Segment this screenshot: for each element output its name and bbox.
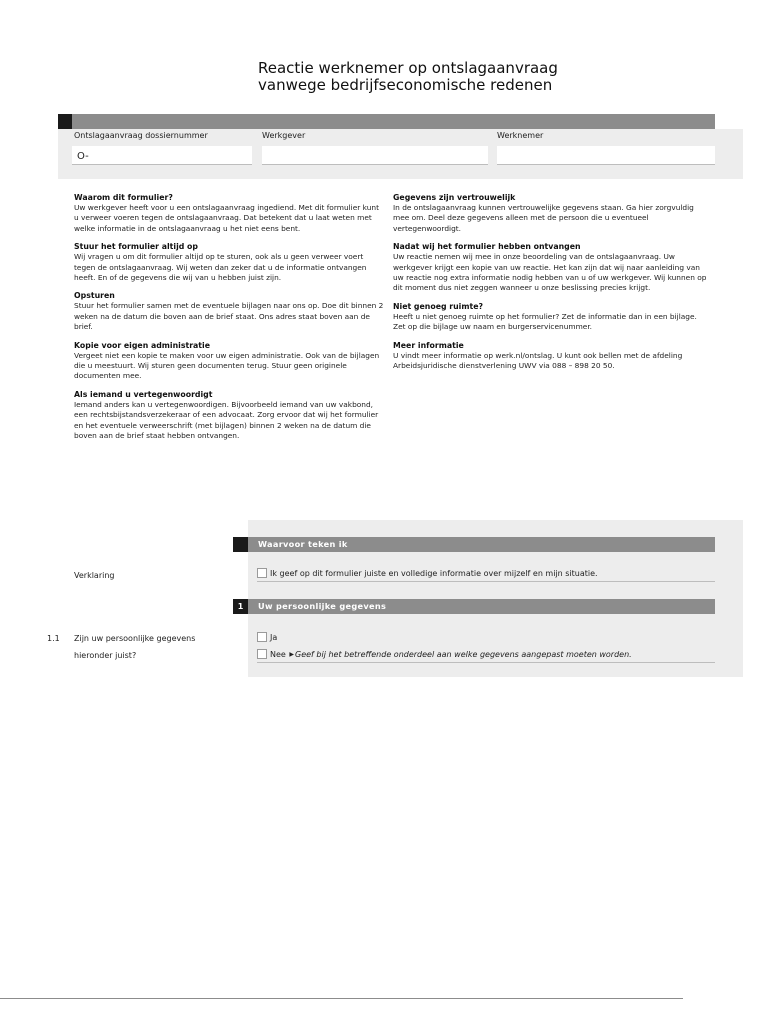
werkgever-label: Werkgever: [262, 131, 306, 140]
form-title-line2: vanwege bedrijfseconomische redenen: [258, 76, 553, 94]
verklaring-row: [257, 568, 715, 582]
dossier-label: Ontslagaanvraag dossiernummer: [74, 131, 208, 140]
verklaring-label: Verklaring: [74, 571, 115, 580]
header-bar: [72, 114, 715, 129]
info-text: Iemand anders kan u vertegenwoordigen. Bijvoorbeeld iemand van uw vakbond, een rechtsbijstandsverzekeraar of een advocaat. Zorg ervoor dat wij het formulier en het eventuele verweerschrift (met bijlagen) binnen 2 weken na de datum die boven aan de brief staat hebben ontvangen.: [74, 399, 379, 441]
option-nee-row: [257, 649, 715, 663]
werknemer-label: Werknemer: [497, 131, 544, 140]
nee-hint: Geef bij het betreffende onderdeel aan welke gegevens aangepast moeten worden.: [295, 650, 632, 659]
section-waarvoor-title: Waarvoor teken ik: [248, 537, 715, 552]
info-text: Uw reactie nemen wij mee in onze beoordeling van de ontslagaanvraag. Uw werkgever krijgt een kopie van uw reactie. Het kan zijn dat wij naar aanleiding van uw reactie nog extra informatie nodig hebben van u of uw werkgever. Wij kunnen op dit moment dus niet zeggen wanneer u onze beslissing precies krijgt.: [393, 252, 707, 293]
info-heading: Opsturen: [74, 291, 115, 301]
verklaring-text: Ik geef op dit formulier juiste en volledige informatie over mijzelf en mijn situatie.: [270, 569, 598, 578]
info-heading: Stuur het formulier altijd op: [74, 242, 198, 252]
info-text: Vergeet niet een kopie te maken voor uw eigen administratie. Ook van de bijlagen die u meestuurt. Wij sturen geen documenten terug. Stuur geen originele documenten mee.: [74, 350, 380, 381]
form-title: [258, 60, 558, 94]
info-heading: Als iemand u vertegenwoordigt: [74, 389, 213, 399]
arrow-right-icon: ▶: [289, 651, 294, 658]
nee-checkbox[interactable]: [257, 649, 267, 659]
werknemer-input[interactable]: [497, 146, 715, 165]
info-column-left: [74, 192, 384, 449]
option-ja-row: [257, 632, 715, 645]
info-heading: Niet genoeg ruimte?: [393, 301, 484, 311]
section-number: 1: [233, 599, 248, 614]
info-text: U vindt meer informatie op werk.nl/ontslag. U kunt ook bellen met de afdeling Arbeidsjuridische dienstverlening UWV via 088 – 898 20 50.: [393, 350, 683, 371]
section-marker: [233, 537, 248, 552]
werkgever-input[interactable]: [262, 146, 488, 165]
dossier-input[interactable]: [72, 146, 252, 165]
form-title-line1: Reactie werknemer op ontslagaanvraag: [258, 59, 558, 77]
question-label-line1: Zijn uw persoonlijke gegevens: [74, 634, 196, 643]
verklaring-checkbox[interactable]: [257, 568, 267, 578]
info-text: Uw werkgever heeft voor u een ontslagaanvraag ingediend. Met dit formulier kunt u verweer voeren tegen de ontslagaanvraag. Dat betekent dat u laat weten met welke informatie in de ontslagaanvraag u het niet eens bent.: [74, 203, 379, 233]
info-text: Wij vragen u om dit formulier altijd op te sturen, ook als u geen verweer voert tegen de ontslagaanvraag. Wij weten dan zeker dat u de informatie ontvangen heeft. En of de gegevens die wij van u hebben juist zijn.: [74, 252, 367, 283]
nee-label: Nee: [270, 650, 286, 659]
info-heading: Meer informatie: [393, 340, 464, 350]
page-divider: [0, 998, 683, 999]
info-text: In de ontslagaanvraag kunnen vertrouwelijke gegevens staan. Ga hier zorgvuldig mee om. Deel deze gegevens alleen met de persoon die u eventueel vertegenwoordigt.: [393, 203, 694, 233]
info-heading: Kopie voor eigen administratie: [74, 340, 210, 350]
info-heading: Waarom dit formulier?: [74, 193, 173, 202]
info-column-right: [393, 192, 711, 378]
info-heading: Gegevens zijn vertrouwelijk: [393, 193, 516, 202]
info-heading: Nadat wij het formulier hebben ontvangen: [393, 242, 581, 252]
ja-checkbox[interactable]: [257, 632, 267, 642]
question-label-line2: hieronder juist?: [74, 651, 137, 660]
info-text: Stuur het formulier samen met de eventuele bijlagen naar ons op. Doe dit binnen 2 weken na de datum die boven aan de brief staat. Ons adres staat boven aan de brief.: [74, 301, 384, 332]
header-bar-marker: [58, 114, 72, 129]
question-number: 1.1: [47, 634, 60, 643]
ja-label: Ja: [270, 633, 278, 642]
info-text: Heeft u niet genoeg ruimte op het formulier? Zet de informatie dan in een bijlage. Zet op die bijlage uw naam en burgerservicenummer.: [393, 311, 697, 332]
section1-title: Uw persoonlijke gegevens: [248, 599, 715, 614]
dossier-value: O-: [77, 151, 89, 162]
